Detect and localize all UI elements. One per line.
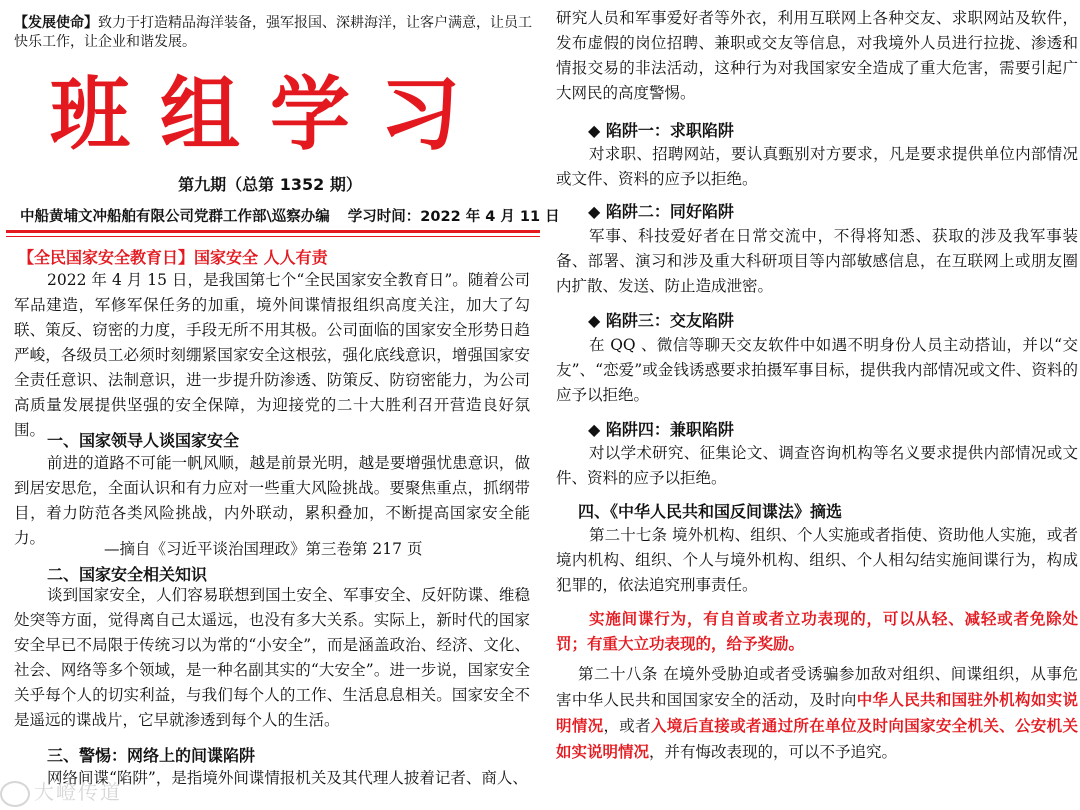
masthead-title: 班组学习 xyxy=(50,67,490,161)
section-4-title: 四、《中华人民共和国反间谍法》摘选 xyxy=(578,502,843,521)
study-time: 学习时间：2022 年 4 月 11 日 xyxy=(347,209,560,225)
article-28-highlight-1: 中华人民共和国驻外机构如实说明情况 xyxy=(556,690,1078,735)
article-27-highlight: 实施间谍行为，有自首或者立功表现的，可以从轻、减轻或者免除处罚；有重大立功表现的，给予奖励。 xyxy=(556,609,1078,653)
section-1-quote: —摘自《习近平谈治国理政》第三卷第 217 页 xyxy=(104,540,423,558)
intro-paragraph: 2022 年 4 月 15 日，是我国第七个“全民国家安全教育日”。随着公司军品建造，军修军保任务的加重，境外间谍情报组织高度关注，加大了勾联、策反、窃密的力度，手段无所不用其极。公司面临的国家安全形势日趋严峻，各级员工必须时刻绷紧国家安全这根弦，强化底线意识，增强国家安全责任意识、法制意识，进一步提升防渗透、防策反、防窃密能力，为公司高质量发展提供坚强的安全保障，为迎接党的二十大胜利召开营造良好氛围。 xyxy=(14,271,530,439)
right-column xyxy=(548,0,1080,810)
trap-4-text: 对以学术研究、征集论文、调查咨询机构等名义要求提供内部情况或文件、资料的应予以拒绝。 xyxy=(556,444,1078,487)
section-1-text: 前进的道路不可能一帆风顺，越是前景光明，越是要增强忧患意识，做到居安思危，全面认识和有力应对一些重大风险挑战。要聚焦重点，抓纲带目，着力防范各类风险挑战，内外联动，累积叠加，不断提高国家安全能力。 xyxy=(14,454,530,547)
header-divider xyxy=(6,230,540,233)
article-28-highlight-2: 入境后直接或者通过所在单位及时向国家安全机关、公安机关如实说明情况 xyxy=(556,716,1078,761)
watermark: 大嶝传道 xyxy=(0,776,122,807)
trap-2-title: ◆ 陷阱二：同好陷阱 xyxy=(588,202,734,221)
article-27-text: 第二十七条 境外机构、组织、个人实施或者指使、资助他人实施，或者境内机构、组织、个人与境外机构、组织、个人相勾结实施间谍行为，构成犯罪的，依法追究刑事责任。 xyxy=(556,526,1078,594)
trap-1-text: 对求职、招聘网站，要认真甄别对方要求，凡是要求提供单位内部情况或文件、资料的应予以拒绝。 xyxy=(556,145,1078,188)
header-divider-thin xyxy=(6,236,540,237)
article-28-text: 第二十八条 在境外受胁迫或者受诱骗参加敌对组织、间谍组织，从事危害中华人民共和国国家安全的活动，及时向中华人民共和国驻外机构如实说明情况，或者入境后直接或者通过所在单位及时向国家安全机关、公安机关如实说明情况，并有悔改表现的，可以不予追究。 xyxy=(556,665,1078,761)
trap-3-text: 在 QQ 、微信等聊天交友软件中如遇不明身份人员主动搭讪，并以“交友”、“恋爱”或金钱诱惑要求拍摄军事目标，提供我内部情况或文件、资料的应予以拒绝。 xyxy=(556,336,1078,404)
article-headline: 【全民国家安全教育日】国家安全 人人有责 xyxy=(18,248,328,267)
section-3-title: 三、警惕：网络上的间谍陷阱 xyxy=(47,746,256,765)
section-1-title: 一、国家领导人谈国家安全 xyxy=(47,431,240,450)
watermark-logo-icon xyxy=(0,781,30,807)
trap-4-title: ◆ 陷阱四：兼职陷阱 xyxy=(588,420,734,439)
mission-statement: 【发展使命】致力于打造精品海洋装备，强军报国、深耕海洋，让客户满意，让员工快乐工作，让企业和谐发展。 xyxy=(14,15,532,50)
trap-1-title: ◆ 陷阱一：求职陷阱 xyxy=(588,121,734,140)
trap-3-title: ◆ 陷阱三：交友陷阱 xyxy=(588,311,734,330)
issue-number: 第九期（总第 1352 期） xyxy=(178,175,362,194)
section-3-text: 网络间谍“陷阱”，是指境外间谍情报机关及其代理人披着记者、商人、 xyxy=(47,769,528,787)
trap-2-text: 军事、科技爱好者在日常交流中，不得将知悉、获取的涉及我军事装备、部署、演习和涉及重大科研项目等内部敏感信息，在互联网上或朋友圈内扩散、发送、防止造成泄密。 xyxy=(556,227,1078,295)
section-3-continued: 研究人员和军事爱好者等外衣，利用互联网上各种交友、求职网站及软件，发布虚假的岗位招聘、兼职或交友等信息，对我境外人员进行拉拢、渗透和情报交易的非法活动，这种行为对我国家安全造成了重大危害，需要引起广大网民的高度警惕。 xyxy=(556,9,1078,102)
editor-line: 中船黄埔文冲船舶有限公司党群工作部\巡察办编 学习时间：2022 年 4 月 11 日 xyxy=(20,209,560,225)
section-2-text: 谈到国家安全，人们容易联想到国土安全、军事安全、反奸防谍、维稳处突等方面，觉得离自己太遥远，也没有多大关系。实际上，新时代的国家安全早已不局限于传统习以为常的“小安全”，而是涵盖政治、经济、文化、社会、网络等多个领域，是一种名副其实的“大安全”。进一步说，国家安全关乎每个人的切实利益，与我们每个人的工作、生活息息相关。国家安全不是遥远的谍战片，它早就渗透到每个人的生活。 xyxy=(14,586,530,729)
section-2-title: 二、国家安全相关知识 xyxy=(47,565,208,584)
